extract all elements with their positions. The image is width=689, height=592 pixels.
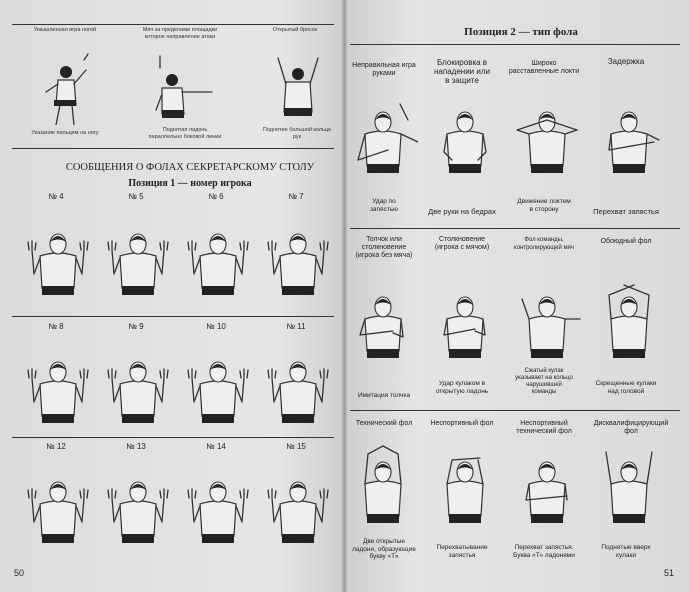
number-label: № 9: [128, 322, 144, 331]
referee-foul-figure: [348, 440, 418, 540]
top-caption-3: Открытый бросок: [272, 27, 318, 33]
referee-number-figure: [260, 460, 336, 560]
left-page: [0, 0, 340, 592]
foul-head: Широко расставленные локти: [508, 60, 580, 75]
foul-head: Блокировка в нападении или в защите: [434, 58, 490, 85]
section-subtitle: Позиция 1 — номер игрока: [128, 178, 252, 189]
section-rule: [12, 148, 334, 149]
referee-foul-figure: [594, 275, 664, 375]
foul-head: Обоюдный фол: [600, 238, 652, 245]
number-label: № 11: [286, 322, 306, 331]
foul-caption: Скрещенные кулаки над головой: [595, 380, 657, 395]
figure-open-throw: [268, 52, 328, 127]
foul-head: Неправильная игра руками: [352, 62, 416, 77]
referee-foul-figure: [430, 90, 500, 190]
right-page: [346, 0, 689, 592]
referee-foul-figure: [430, 275, 500, 375]
page-number-left: 50: [14, 568, 25, 578]
top-rule: [12, 24, 334, 25]
row-rule: [350, 410, 680, 411]
referee-foul-figure: [348, 90, 418, 190]
foul-head: Дисквалифицирующий фол: [593, 420, 669, 435]
number-label: № 4: [48, 192, 64, 201]
title-rule: [350, 44, 680, 45]
bottom-caption-3: Поднятие большой кольце рук: [262, 127, 332, 140]
foul-head: Столкновение (игрока с мячом): [434, 236, 490, 251]
referee-number-figure: [20, 340, 96, 440]
number-label: № 10: [206, 322, 226, 331]
foul-caption: Имитация толчка: [358, 392, 410, 399]
foul-head: Задержка: [607, 57, 645, 66]
bottom-caption-1: Указание пальцем на ногу: [31, 130, 99, 136]
referee-number-figure: [180, 212, 256, 312]
number-label: № 12: [46, 442, 66, 451]
figure-out-of-bounds: [150, 52, 220, 127]
top-caption-1: Умышленная игра ногой: [33, 27, 97, 33]
foul-caption: Удар кулаком в открытую ладонь: [435, 380, 489, 395]
referee-number-figure: [100, 340, 176, 440]
row-rule: [350, 228, 680, 229]
referee-number-figure: [20, 212, 96, 312]
referee-foul-figure: [594, 90, 664, 190]
referee-number-figure: [260, 340, 336, 440]
referee-number-figure: [180, 340, 256, 440]
referee-foul-figure: [512, 90, 582, 190]
foul-caption: Движение локтем в сторону: [517, 198, 571, 213]
number-label: № 15: [286, 442, 306, 451]
number-label: № 6: [208, 192, 224, 201]
page-number-right: 51: [664, 568, 675, 578]
foul-head: Толчок или столкновение (игрока без мяча): [355, 236, 413, 259]
row-rule: [12, 316, 334, 317]
right-title: Позиция 2 — тип фола: [464, 26, 578, 38]
top-caption-2: Мяч за пределами площадки которое направление атаки: [142, 27, 218, 40]
foul-caption: Удар по запястью: [369, 198, 399, 213]
referee-foul-figure: [594, 440, 664, 540]
referee-foul-figure: [430, 440, 500, 540]
referee-foul-figure: [512, 440, 582, 540]
number-label: № 7: [288, 192, 304, 201]
foul-caption: Две руки на бедрах: [428, 207, 496, 216]
bottom-caption-2: Поднятая ладонь параллельно боковой линии: [148, 127, 222, 140]
referee-foul-figure: [512, 275, 582, 375]
foul-head: Технический фол: [355, 420, 413, 427]
referee-number-figure: [100, 212, 176, 312]
referee-number-figure: [260, 212, 336, 312]
foul-caption: Перехват запястья. Буква «Т» ладонями: [513, 544, 575, 559]
foul-head: Неспортивный технический фол: [516, 420, 572, 435]
number-label: № 5: [128, 192, 144, 201]
foul-caption: Перехватывание запястья: [436, 544, 488, 559]
foul-caption: Перехват запястья: [593, 207, 659, 216]
figure-kick: [40, 40, 100, 125]
referee-foul-figure: [348, 275, 418, 375]
number-label: № 8: [48, 322, 64, 331]
foul-caption: Сжатый кулак указывает на кольцо нарушившей команды: [515, 368, 573, 395]
foul-head: Фол команды, контролирующей мяч: [514, 237, 574, 251]
number-label: № 13: [126, 442, 146, 451]
referee-number-figure: [180, 460, 256, 560]
foul-head: Неспортивный фол: [430, 420, 494, 427]
number-label: № 14: [206, 442, 226, 451]
section-title: СООБЩЕНИЯ О ФОЛАХ СЕКРЕТАРСКОМУ СТОЛУ: [65, 162, 315, 173]
foul-caption: Две открытые ладони, образующие букву «Т»: [352, 538, 416, 560]
foul-caption: Поднятые вверх кулаки: [601, 544, 651, 559]
referee-number-figure: [100, 460, 176, 560]
referee-number-figure: [20, 460, 96, 560]
